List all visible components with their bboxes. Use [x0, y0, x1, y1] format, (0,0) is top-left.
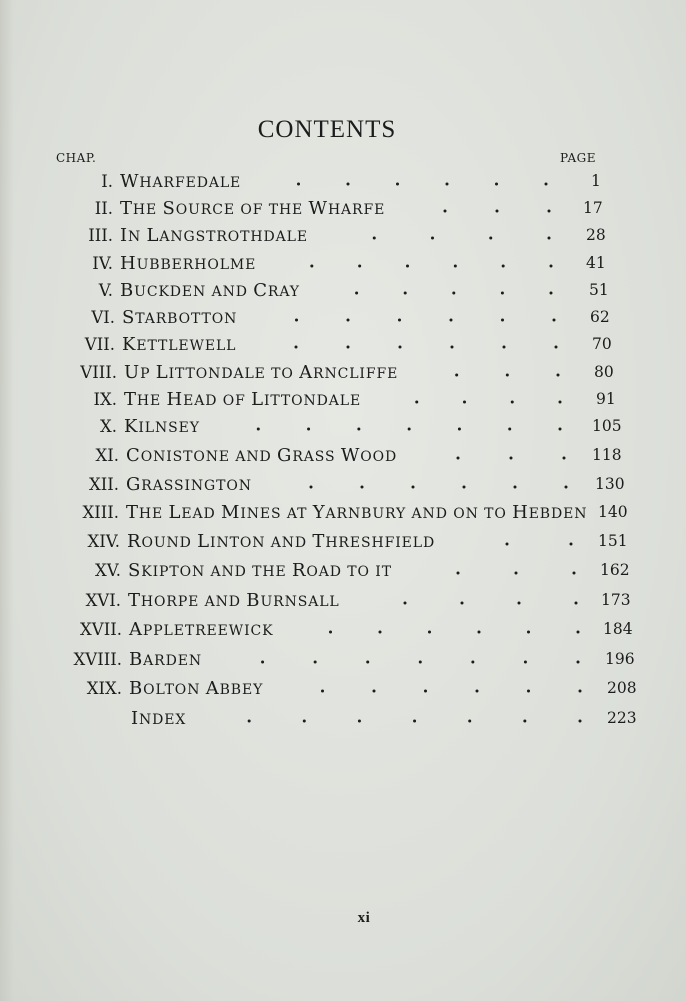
dot-leader	[318, 233, 551, 241]
chapter-number: XIII.	[82, 502, 119, 522]
page-number: 151	[598, 532, 628, 550]
folio-page-number: xi	[357, 910, 371, 926]
toc-entry	[0, 442, 686, 468]
toc-entry	[0, 413, 686, 439]
chapter-title: HUBBERHOLME	[120, 252, 257, 274]
dot-leader	[445, 539, 573, 547]
dot-leader	[251, 179, 548, 187]
chapter-title: THE HEAD OF LITTONDALE	[124, 388, 362, 410]
chapter-title: GRASSINGTON	[126, 473, 252, 495]
dot-leader	[408, 370, 560, 378]
chapter-title: THE LEAD MINES AT YARNBURY AND ON TO HEBDEN	[126, 501, 588, 523]
chapter-title: ROUND LINTON AND THRESHFIELD	[127, 530, 436, 552]
page-number: 62	[590, 308, 610, 326]
chapter-number: III.	[88, 225, 113, 245]
chapter-title: IN LANGSTROTHDALE	[120, 224, 308, 246]
toc-entry	[0, 528, 686, 554]
chapter-title: BARDEN	[129, 648, 202, 670]
page-number: 208	[607, 679, 637, 697]
chapter-title: CONISTONE AND GRASS WOOD	[126, 444, 398, 466]
toc-entry	[0, 277, 686, 303]
toc-entry	[0, 471, 686, 497]
page-number: 162	[600, 561, 630, 579]
dot-leader	[371, 397, 562, 405]
toc-entry	[0, 222, 686, 248]
page-number: 41	[586, 254, 606, 272]
page-number: 140	[598, 503, 628, 521]
chapter-title: APPLETREEWICK	[129, 618, 274, 640]
chapter-number: XIV.	[87, 531, 120, 551]
dot-leader	[246, 342, 558, 350]
chapter-title: KETTLEWELL	[122, 333, 237, 355]
chapter-column-header: CHAP.	[56, 151, 97, 165]
toc-entry	[0, 705, 686, 731]
chapter-number: V.	[98, 280, 113, 300]
toc-entry	[0, 168, 686, 194]
chapter-title: INDEX	[131, 707, 187, 729]
chapter-number: VI.	[91, 307, 115, 327]
dot-leader	[407, 453, 566, 461]
page-number: 118	[592, 446, 622, 464]
page-number: 184	[603, 620, 633, 638]
chapter-title: SKIPTON AND THE ROAD TO IT	[128, 559, 392, 581]
dot-leader	[247, 315, 556, 323]
page-column-header: PAGE	[560, 151, 596, 165]
toc-entry	[0, 331, 686, 357]
dot-leader	[350, 598, 578, 606]
toc-entry	[0, 499, 686, 525]
chapter-title: THE SOURCE OF THE WHARFE	[120, 197, 386, 219]
page-number: 1	[591, 172, 601, 190]
toc-entry	[0, 587, 686, 613]
dot-leader	[273, 686, 582, 694]
toc-entry	[0, 386, 686, 412]
page-number: 196	[605, 650, 635, 668]
chapter-title: BOLTON ABBEY	[129, 677, 264, 699]
chapter-title: KILNSEY	[124, 415, 200, 437]
toc-entry	[0, 646, 686, 672]
page-number: 130	[595, 475, 625, 493]
chapter-title: UP LITTONDALE TO ARNCLIFFE	[124, 361, 399, 383]
page-title: CONTENTS	[257, 116, 397, 143]
chapter-number: II.	[94, 198, 113, 218]
page-number: 17	[583, 199, 603, 217]
toc-entry	[0, 195, 686, 221]
chapter-number: IV.	[92, 253, 113, 273]
page-number: 105	[592, 417, 622, 435]
chapter-number: VII.	[84, 334, 115, 354]
toc-entry	[0, 675, 686, 701]
dot-leader	[395, 206, 551, 214]
dot-leader	[310, 288, 553, 296]
page-number: 28	[586, 226, 606, 244]
page-number: 173	[601, 591, 631, 609]
chapter-number: X.	[100, 416, 117, 436]
dot-leader	[212, 657, 580, 665]
chapter-number: XIX.	[86, 678, 122, 698]
chapter-number: XVIII.	[73, 649, 122, 669]
dot-leader	[262, 482, 568, 490]
toc-entry	[0, 250, 686, 276]
chapter-number: XVI.	[85, 590, 121, 610]
chapter-number: IX.	[93, 389, 117, 409]
chapter-number: XVII.	[80, 619, 122, 639]
page-number: 51	[589, 281, 609, 299]
toc-entry	[0, 359, 686, 385]
chapter-number: VIII.	[80, 362, 117, 382]
dot-leader	[266, 261, 553, 269]
dot-leader	[210, 424, 562, 432]
toc-entry	[0, 616, 686, 642]
chapter-number: I.	[101, 171, 113, 191]
page-number: 70	[592, 335, 612, 353]
chapter-number: XI.	[95, 445, 119, 465]
dot-leader	[196, 716, 582, 724]
dot-leader	[283, 627, 580, 635]
chapter-number: XV.	[94, 560, 121, 580]
toc-entry	[0, 304, 686, 330]
chapter-title: BUCKDEN AND CRAY	[120, 279, 300, 301]
chapter-title: WHARFEDALE	[120, 170, 242, 192]
chapter-title: THORPE AND BURNSALL	[128, 589, 340, 611]
page-number: 91	[596, 390, 616, 408]
page-number: 223	[607, 709, 637, 727]
chapter-number: XII.	[88, 474, 119, 494]
toc-entry	[0, 557, 686, 583]
page-number: 80	[594, 363, 614, 381]
chapter-title: STARBOTTON	[122, 306, 238, 328]
dot-leader	[402, 568, 576, 576]
